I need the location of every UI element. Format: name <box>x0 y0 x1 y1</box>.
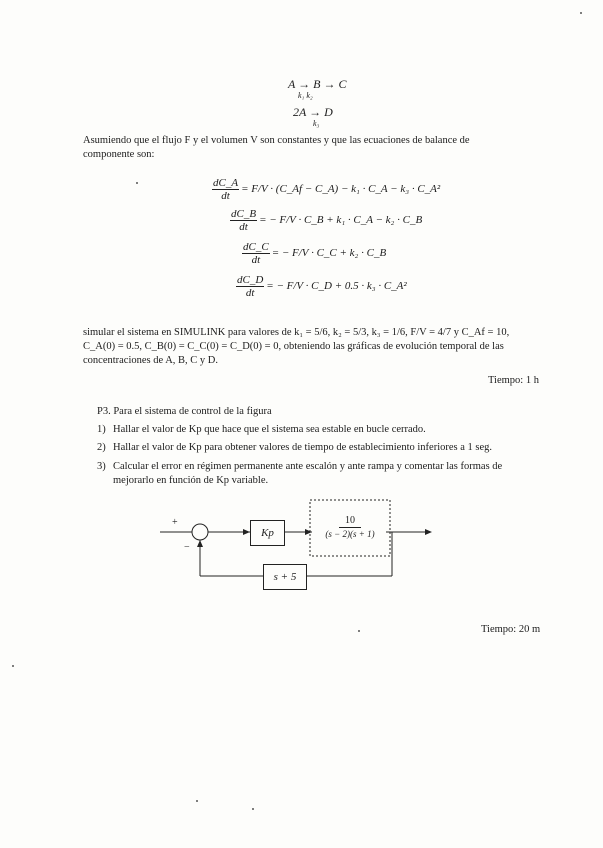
sum-plus-sign: + <box>172 517 178 528</box>
reaction-1-rates: k₁ k₂ <box>298 91 313 100</box>
equation-d <box>234 269 407 303</box>
plant-numerator: 10 <box>339 515 361 528</box>
p3-item-2: 2) Hallar el valor de Kp para obtener valores de tiempo de establecimiento inferiores a 1 seg. <box>97 442 493 453</box>
equation-a <box>210 172 440 206</box>
simulate-line-3: concentraciones de A, B, C y D. <box>83 355 219 366</box>
scan-speck <box>358 630 360 632</box>
equation-d-den: dt <box>245 286 255 299</box>
simulate-line-1: simular el sistema en SIMULINK para valores de k₁ = 5/6, k₂ = 5/3, k₃ = 1/6, F/V = 4/7 y C_Af = 10, <box>83 327 510 338</box>
p3-item-1: 1) Hallar el valor de Kp que hace que el sistema sea estable en bucle cerrado. <box>97 424 426 435</box>
equation-d-rhs: = − F/V · C_D + 0.5 · k₃ · C_A² <box>266 280 407 292</box>
equation-a-den: dt <box>221 189 230 202</box>
equation-a-rhs: = F/V · (C_Af − C_A) − k₁ · C_A − k₃ · C_A² <box>241 183 441 195</box>
plant-block <box>314 512 386 542</box>
intro-line-1: Asumiendo que el flujo F y el volumen V son constantes y que las ecuaciones de balance de <box>83 135 470 146</box>
simulate-line-2: C_A(0) = 0.5, C_B(0) = C_C(0) = C_D(0) = 0, obteniendo las gráficas de evolución temporal de las <box>83 341 504 352</box>
reaction-2-rate: k₃ <box>313 119 320 128</box>
p3-item-3-cont: mejorarlo en función de Kp variable. <box>113 475 269 486</box>
equation-b <box>228 203 422 237</box>
reaction-2: 2A → D <box>293 105 333 119</box>
scan-speck <box>12 665 14 667</box>
intro-line-2: componente son: <box>83 149 155 160</box>
equation-b-rhs: = − F/V · C_B + k₁ · C_A − k₂ · C_B <box>259 214 423 226</box>
equation-b-den: dt <box>239 220 248 233</box>
equation-a-num: dC_A <box>213 176 239 189</box>
equation-c-den: dt <box>251 253 261 266</box>
p3-title: P3. Para el sistema de control de la figura <box>97 406 272 417</box>
plant-denominator: (s − 2)(s + 1) <box>325 528 375 539</box>
equation-c-num: dC_C <box>243 240 269 253</box>
scan-speck <box>196 800 198 802</box>
equation-c <box>240 236 386 270</box>
feedback-block: s + 5 <box>263 564 307 590</box>
arrow-output <box>425 529 432 535</box>
scan-speck <box>136 182 138 184</box>
reaction-1: A → B → C <box>288 77 347 91</box>
arrow-kp <box>243 529 250 535</box>
equation-b-num: dC_B <box>231 207 257 220</box>
arrow-plant <box>305 529 312 535</box>
time-label-1: Tiempo: 1 h <box>488 375 539 386</box>
scan-speck <box>252 808 254 810</box>
time-label-2: Tiempo: 20 m <box>481 624 541 635</box>
summing-junction <box>192 524 208 540</box>
equation-d-num: dC_D <box>237 273 264 286</box>
arrow-sum <box>197 540 203 547</box>
kp-block: Kp <box>250 520 285 546</box>
sum-minus-sign: − <box>184 542 190 553</box>
p3-item-3: 3) Calcular el error en régimen permanente ante escalón y ante rampa y comentar las formas de <box>97 461 503 472</box>
equation-c-rhs: = − F/V · C_C + k₂ · C_B <box>271 247 387 259</box>
scan-speck <box>580 12 582 14</box>
